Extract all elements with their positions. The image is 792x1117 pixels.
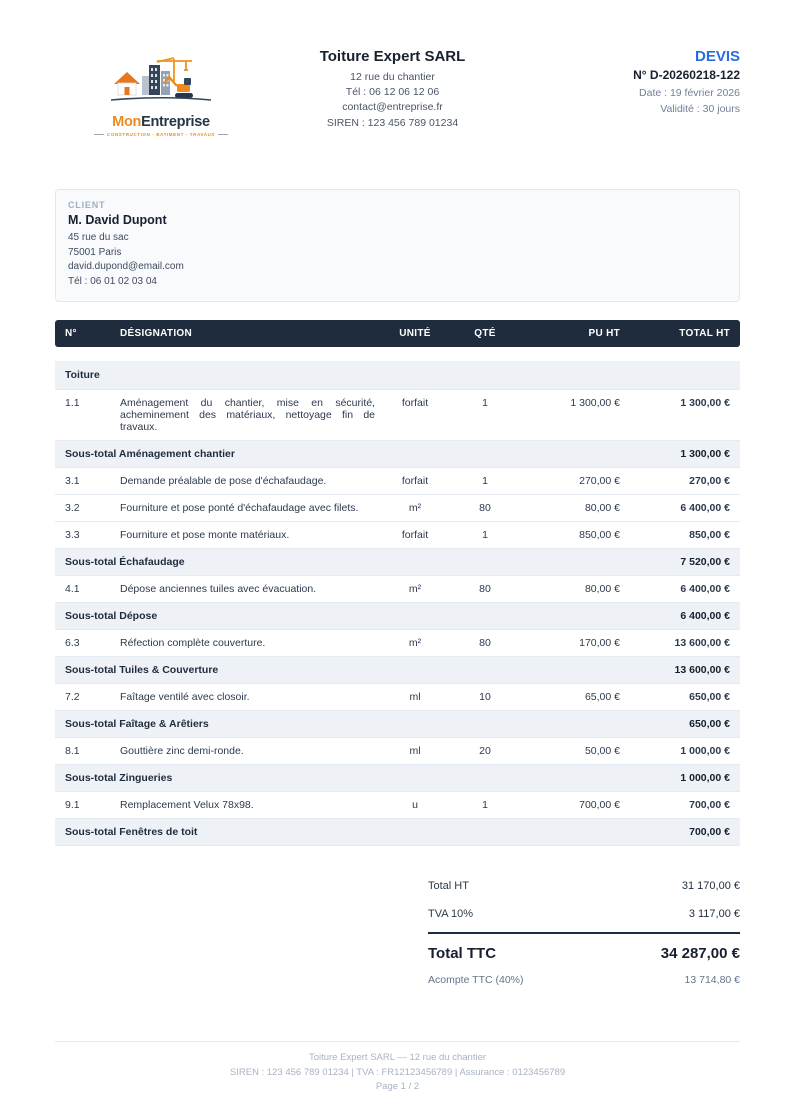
subtotal-label: Sous-total Tuiles & Couverture — [55, 657, 630, 684]
item-qty: 10 — [445, 684, 525, 711]
subtotal-total: 6 400,00 € — [630, 603, 740, 630]
total-ht-label: Total HT — [428, 880, 469, 892]
item-row — [55, 630, 740, 657]
company-siren: SIREN : 123 456 789 01234 — [326, 116, 459, 129]
quote-info — [560, 45, 740, 118]
item-total: 850,00 € — [630, 522, 740, 549]
item-number: 8.1 — [55, 738, 110, 765]
item-number: 9.1 — [55, 792, 110, 819]
header-qty: QTÉ — [445, 320, 525, 347]
page-footer — [55, 1041, 740, 1095]
subtotal-row — [55, 657, 740, 684]
item-unit: ml — [385, 684, 445, 711]
items-table — [55, 320, 740, 846]
item-total: 700,00 € — [630, 792, 740, 819]
item-qty: 80 — [445, 630, 525, 657]
item-unit: forfait — [385, 522, 445, 549]
client-phone: Tél : 06 01 02 03 04 — [68, 275, 157, 287]
subtotal-row — [55, 765, 740, 792]
subtotal-total: 1 300,00 € — [630, 441, 740, 468]
company-email: contact@entreprise.fr — [342, 101, 443, 114]
item-unit: m² — [385, 630, 445, 657]
company-info — [225, 45, 560, 131]
subtotal-label: Sous-total Aménagement chantier — [55, 441, 630, 468]
client-box — [55, 189, 740, 302]
item-unit: forfait — [385, 390, 445, 441]
subtotal-total: 13 600,00 € — [630, 657, 740, 684]
client-name: M. David Dupont — [68, 213, 167, 227]
item-row — [55, 390, 740, 441]
document-type: DEVIS — [694, 48, 740, 65]
subtotal-total: 650,00 € — [630, 711, 740, 738]
item-number: 3.2 — [55, 495, 110, 522]
company-name: Toiture Expert SARL — [319, 48, 466, 65]
company-phone: Tél : 06 12 06 12 06 — [345, 86, 440, 99]
document-header — [55, 45, 740, 137]
item-unit-price: 50,00 € — [525, 738, 630, 765]
item-qty: 1 — [445, 792, 525, 819]
section-row — [55, 361, 740, 390]
totals-section — [428, 872, 740, 990]
client-email: david.dupond@email.com — [68, 261, 184, 272]
subtotal-label: Sous-total Zingueries — [55, 765, 630, 792]
item-number: 7.2 — [55, 684, 110, 711]
subtotal-label: Sous-total Faîtage & Arêtiers — [55, 711, 630, 738]
item-qty: 1 — [445, 522, 525, 549]
quote-validity: Validité : 30 jours — [660, 102, 740, 115]
section-label: Toiture — [55, 361, 740, 390]
item-designation: Dépose anciennes tuiles avec évacuation. — [110, 576, 385, 603]
header-spacer — [55, 347, 740, 361]
construction-logo-icon — [111, 94, 211, 111]
header-unit: UNITÉ — [385, 320, 445, 347]
subtotal-row — [55, 441, 740, 468]
item-designation: Remplacement Velux 78x98. — [110, 792, 385, 819]
item-qty: 1 — [445, 468, 525, 495]
footer-company-line: Toiture Expert SARL — 12 rue du chantier — [308, 1051, 487, 1063]
header-unit-price: PU HT — [525, 320, 630, 347]
item-unit-price: 850,00 € — [525, 522, 630, 549]
tva-label: TVA 10% — [428, 908, 474, 920]
item-qty: 80 — [445, 495, 525, 522]
item-number: 3.1 — [55, 468, 110, 495]
item-unit-price: 1 300,00 € — [525, 390, 630, 441]
acompte-row — [428, 970, 740, 990]
item-designation: Faîtage ventilé avec closoir. — [110, 684, 385, 711]
item-unit-price: 170,00 € — [525, 630, 630, 657]
subtotal-row — [55, 549, 740, 576]
total-ht-row — [428, 872, 740, 900]
item-total: 13 600,00 € — [630, 630, 740, 657]
item-unit: m² — [385, 576, 445, 603]
item-designation: Aménagement du chantier, mise en sécurité, acheminement des matériaux, nettoyage fin de travaux. — [110, 390, 385, 441]
item-qty: 20 — [445, 738, 525, 765]
item-unit-price: 270,00 € — [525, 468, 630, 495]
header-designation: DÉSIGNATION — [110, 320, 385, 347]
item-row — [55, 522, 740, 549]
item-total: 1 300,00 € — [630, 390, 740, 441]
item-unit: u — [385, 792, 445, 819]
item-row — [55, 684, 740, 711]
item-row — [55, 468, 740, 495]
item-designation: Réfection complète couverture. — [110, 630, 385, 657]
subtotal-label: Sous-total Échafaudage — [55, 549, 630, 576]
quote-number: N° D-20260218-122 — [633, 68, 740, 82]
client-address-line1: 45 rue du sac — [68, 232, 129, 243]
item-number: 1.1 — [55, 390, 110, 441]
item-unit-price: 65,00 € — [525, 684, 630, 711]
item-row — [55, 792, 740, 819]
company-logo — [55, 45, 225, 137]
item-number: 4.1 — [55, 576, 110, 603]
item-unit-price: 80,00 € — [525, 495, 630, 522]
item-unit-price: 700,00 € — [525, 792, 630, 819]
items-body — [55, 347, 740, 846]
footer-page-number: Page 1 / 2 — [375, 1081, 420, 1093]
item-total: 270,00 € — [630, 468, 740, 495]
item-qty: 80 — [445, 576, 525, 603]
header-total: TOTAL HT — [630, 320, 740, 347]
subtotal-row — [55, 819, 740, 846]
total-ht-value: 31 170,00 € — [681, 880, 740, 892]
footer-legal-line: SIREN : 123 456 789 01234 | TVA : FR12123456789 | Assurance : 0123456789 — [229, 1066, 566, 1078]
logo-tagline: CONSTRUCTION - BATIMENT - TRAVAUX — [97, 132, 225, 137]
item-unit: ml — [385, 738, 445, 765]
total-ttc-label: Total TTC — [428, 945, 497, 962]
quote-date: Date : 19 février 2026 — [639, 87, 740, 99]
acompte-label: Acompte TTC (40%) — [428, 974, 524, 986]
item-row — [55, 576, 740, 603]
total-ttc-value: 34 287,00 € — [660, 945, 740, 962]
item-designation: Fourniture et pose ponté d'échafaudage avec filets. — [110, 495, 385, 522]
subtotal-label: Sous-total Dépose — [55, 603, 630, 630]
item-row — [55, 495, 740, 522]
tva-value: 3 117,00 € — [688, 908, 740, 920]
subtotal-total: 700,00 € — [630, 819, 740, 846]
item-row — [55, 738, 740, 765]
subtotal-label: Sous-total Fenêtres de toit — [55, 819, 630, 846]
subtotal-row — [55, 603, 740, 630]
tva-row — [428, 900, 740, 928]
subtotal-total: 1 000,00 € — [630, 765, 740, 792]
table-header-row — [55, 320, 740, 347]
subtotal-row — [55, 711, 740, 738]
item-unit-price: 80,00 € — [525, 576, 630, 603]
client-label: CLIENT — [68, 200, 106, 210]
item-unit: forfait — [385, 468, 445, 495]
item-number: 6.3 — [55, 630, 110, 657]
item-designation: Demande préalable de pose d'échafaudage. — [110, 468, 385, 495]
item-total: 6 400,00 € — [630, 495, 740, 522]
company-address: 12 rue du chantier — [350, 71, 435, 83]
logo-brand-text: MonEntreprise — [112, 114, 210, 130]
acompte-value: 13 714,80 € — [684, 974, 740, 986]
subtotal-total: 7 520,00 € — [630, 549, 740, 576]
client-address-line2: 75001 Paris — [68, 246, 122, 258]
item-qty: 1 — [445, 390, 525, 441]
total-ttc-row — [428, 934, 740, 970]
item-designation: Gouttière zinc demi-ronde. — [110, 738, 385, 765]
item-unit: m² — [385, 495, 445, 522]
item-total: 6 400,00 € — [630, 576, 740, 603]
item-total: 1 000,00 € — [630, 738, 740, 765]
item-total: 650,00 € — [630, 684, 740, 711]
item-designation: Fourniture et pose monte matériaux. — [110, 522, 385, 549]
header-num: N° — [55, 320, 110, 347]
item-number: 3.3 — [55, 522, 110, 549]
